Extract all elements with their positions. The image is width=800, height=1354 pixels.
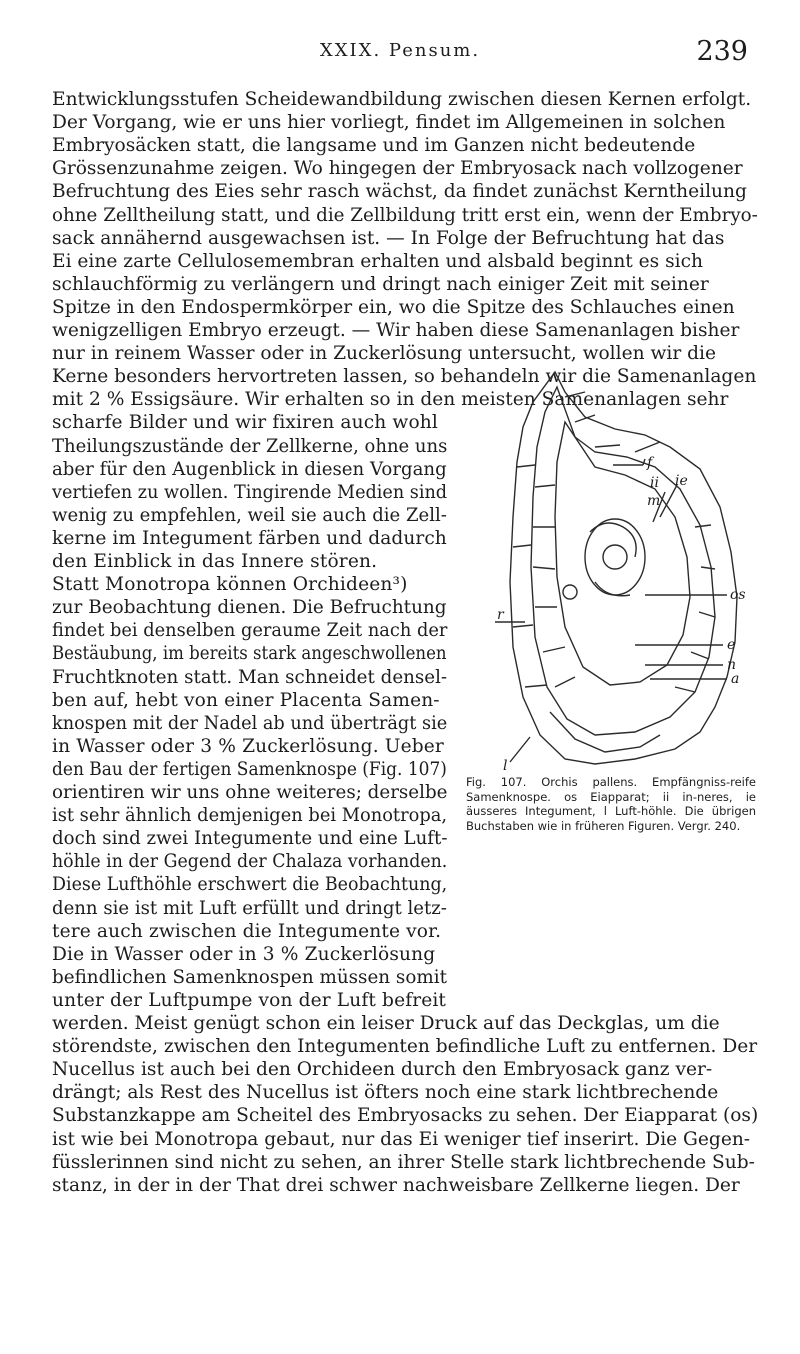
figure-caption: Fig. 107. Orchis pallens. Empfängniss-reife Samenknospe. os Eiapparat; ii in-neres, ie äusseres Integument, l Luft-höhle. Die übrigen Buchstaben wie in früheren Figuren. Vergr. 240. xyxy=(466,775,756,833)
label-a: a xyxy=(731,671,740,687)
text-line: Der Vorgang, wie er uns hier vorliegt, findet im Allgemeinen in solchen xyxy=(52,112,726,134)
text-line: Substanzkappe am Scheitel des Embryosacks zu sehen. Der Eiapparat (os) xyxy=(52,1105,759,1127)
text-line: tere auch zwischen die Integumente vor. xyxy=(52,920,442,942)
text-line: denn sie ist mit Luft erfüllt und dringt letz- xyxy=(52,897,447,919)
text-line: werden. Meist genügt schon ein leiser Druck auf das Deckglas, um die xyxy=(52,1013,720,1034)
text-line: Diese Lufthöhle erschwert die Beobachtung, xyxy=(52,874,448,896)
text-line: findet bei denselben geraume Zeit nach der xyxy=(52,620,448,642)
text-line: Ei eine zarte Cellulosemembran erhalten und alsbald beginnt es sich xyxy=(52,250,704,272)
text-line: wenigzelligen Embryo erzeugt. — Wir haben diese Samenanlagen bisher xyxy=(52,320,740,341)
text-line: Statt Monotropa können Orchideen³) xyxy=(52,574,408,596)
text-line: Fruchtknoten statt. Man schneidet densel- xyxy=(52,666,448,688)
text-line: ben auf, hebt von einer Placenta Samen- xyxy=(52,689,440,711)
text-line: vertiefen zu wollen. Tingirende Medien sind xyxy=(52,481,448,503)
text-line: unter der Luftpumpe von der Luft befreit xyxy=(52,989,447,1011)
text-line: ist wie bei Monotropa gebaut, nur das Ei weniger tief inserirt. Die Gegen- xyxy=(52,1128,751,1150)
text-line: Bestäubung, im bereits stark angeschwollenen xyxy=(52,643,447,665)
leader-l xyxy=(510,737,530,762)
synergid xyxy=(590,523,636,557)
text-line: stanz, in der in der That drei schwer nachweisbare Zellkerne liegen. Der xyxy=(52,1174,740,1196)
egg-nucleus xyxy=(603,545,627,569)
text-line: den Bau der fertigen Samenknospe (Fig. 107) xyxy=(52,758,447,780)
label-l: l xyxy=(503,758,508,772)
text-line: Theilungszustände der Zellkerne, ohne uns xyxy=(52,435,448,457)
cell-walls-outer xyxy=(513,465,547,687)
text-line: Nucellus ist auch bei den Orchideen durch den Embryosack ganz ver- xyxy=(52,1059,713,1081)
label-n: n xyxy=(727,657,737,673)
text-line: doch sind zwei Integumente und eine Luft- xyxy=(52,828,448,850)
text-line: nur in reinem Wasser oder in Zuckerlösung untersucht, wollen wir die xyxy=(52,343,716,365)
text-line: ohne Zelltheilung statt, und die Zellbildung tritt erst ein, wenn der Embryo- xyxy=(52,204,758,226)
label-ie: ie xyxy=(675,473,688,489)
text-line: Kerne besonders hervortreten lassen, so behandeln wir die Samenanlagen xyxy=(52,366,757,388)
text-line: sack annähernd ausgewachsen ist. — In Folge der Befruchtung hat das xyxy=(52,227,725,249)
label-r: r xyxy=(497,607,504,623)
figure-107 xyxy=(495,367,750,772)
cell-walls-right xyxy=(675,525,715,692)
text-line: höhle in der Gegend der Chalaza vorhanden. xyxy=(52,851,448,873)
running-head: XXIX. Pensum. xyxy=(319,40,481,61)
label-os: os xyxy=(730,587,746,603)
text-line: zur Beobachtung dienen. Die Befruchtung xyxy=(52,597,447,619)
text-line: kerne im Integument färben und dadurch xyxy=(52,527,447,549)
label-m: m xyxy=(647,493,661,509)
text-line: Embryosäcken statt, die langsame und im Ganzen nicht bedeutende xyxy=(52,135,696,157)
text-line: in Wasser oder 3 % Zuckerlösung. Ueber xyxy=(52,735,444,757)
text-line: Befruchtung des Eies sehr rasch wächst, da findet zunächst Kerntheilung xyxy=(52,181,747,203)
page-header xyxy=(0,36,800,80)
page-number: 239 xyxy=(696,36,748,67)
text-line: befindlichen Samenknospen müssen somit xyxy=(52,966,447,988)
label-f: f xyxy=(647,455,653,471)
text-line: wenig zu empfehlen, weil sie auch die Zell- xyxy=(52,504,447,526)
text-line: schlauchförmig zu verlängern und dringt nach einiger Zeit mit seiner xyxy=(52,273,709,295)
text-line: orientiren wir uns ohne weiteres; derselbe xyxy=(52,782,448,803)
text-line: knospen mit der Nadel ab und überträgt sie xyxy=(52,712,448,734)
text-line: mit 2 % Essigsäure. Wir erhalten so in den meisten Samenanlagen sehr xyxy=(52,389,729,411)
cell-nucleus xyxy=(563,585,577,599)
text-line: ist sehr ähnlich demjenigen bei Monotropa, xyxy=(52,805,448,827)
text-line: Entwicklungsstufen Scheidewandbildung zwischen diesen Kernen erfolgt. xyxy=(52,89,752,110)
text-line: Grössenzunahme zeigen. Wo hingegen der Embryosack nach vollzogener xyxy=(52,158,743,180)
text-line: den Einblick in das Innere stören. xyxy=(52,551,378,572)
text-line: drängt; als Rest des Nucellus ist öfters noch eine stark lichtbrechende xyxy=(52,1082,719,1104)
label-e: e xyxy=(727,637,736,653)
text-line: aber für den Augenblick in diesen Vorgang xyxy=(52,458,447,480)
label-ii: ii xyxy=(650,475,659,491)
text-line: scharfe Bilder und wir fixiren auch wohl xyxy=(52,412,438,434)
text-line: Spitze in den Endospermkörper ein, wo die Spitze des Schlauches einen xyxy=(52,296,735,318)
text-line: störendste, zwischen den Integumenten befindliche Luft zu entfernen. Der xyxy=(52,1036,758,1058)
egg-apparatus xyxy=(585,519,645,595)
text-line: füsslerinnen sind nicht zu sehen, an ihrer Stelle stark lichtbrechende Sub- xyxy=(52,1151,755,1173)
text-line: Die in Wasser oder in 3 % Zuckerlösung xyxy=(52,943,436,965)
